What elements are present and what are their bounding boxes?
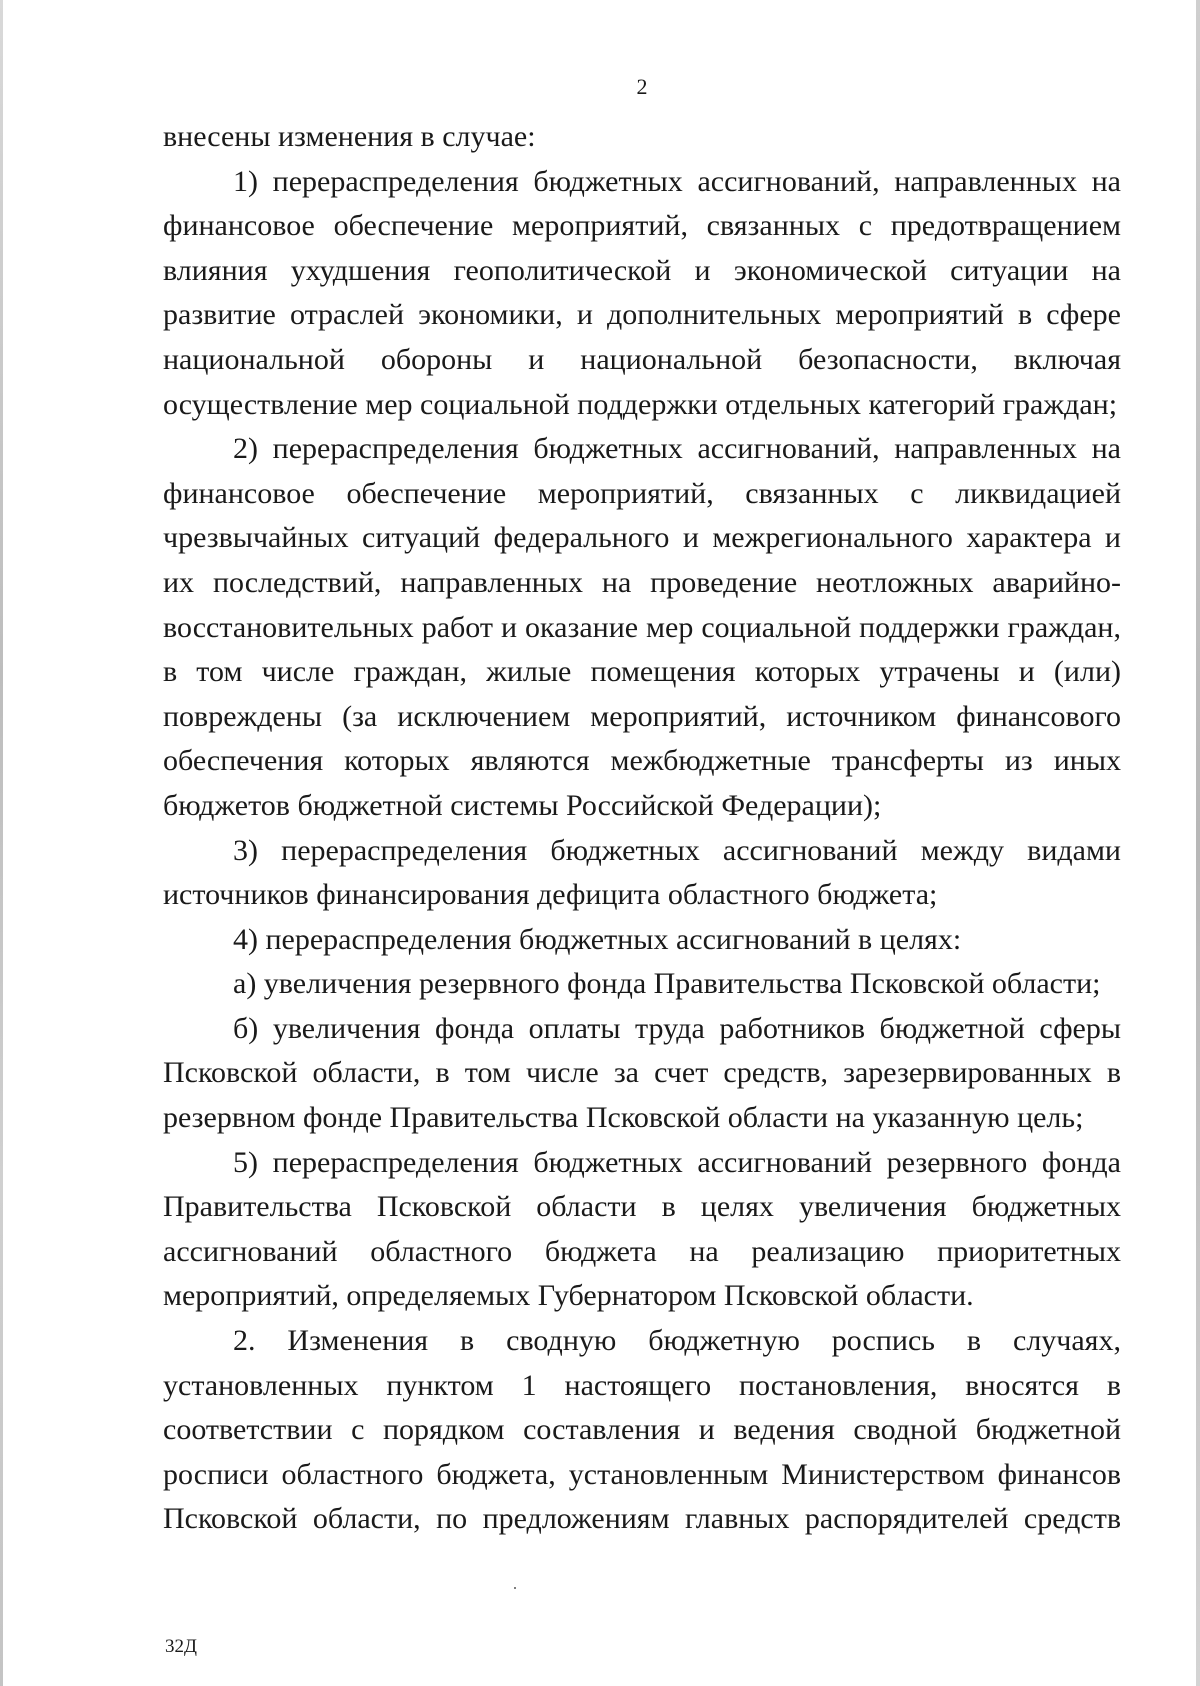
paragraph-item-2: 2) перераспределения бюджетных ассигнований, направленных на финансовое обеспечение мероприятий, связанных с ликвидацией чрезвычайных ситуаций федерального и межрегионального характера и их последствий, направленных на проведение неотложных аварийно-восстановительных работ и оказание мер социальной поддержки граждан, в том числе граждан, жилые помещения которых утрачены и (или) повреждены (за исключением мероприятий, источником финансового обеспечения которых являются межбюджетные трансферты из иных бюджетов бюджетной системы Российской Федерации); [163, 432, 1121, 822]
document-body [163, 115, 1121, 1542]
footer-code: 32Д [165, 1636, 197, 1657]
paragraph-item-5: 5) перераспределения бюджетных ассигнований резервного фонда Правительства Псковской области в целях увеличения бюджетных ассигнований областного бюджета на реализацию приоритетных мероприятий, определяемых Губернатором Псковской области. [163, 1145, 1121, 1313]
paragraph-item-4: 4) перераспределения бюджетных ассигнований в целях: [233, 922, 962, 956]
scan-speck [514, 1587, 516, 1589]
scan-edge-left [0, 0, 3, 1686]
paragraph-intro: внесены изменения в случае: [163, 120, 536, 153]
scan-edge-right [1196, 0, 1200, 1686]
paragraph-item-3: 3) перераспределения бюджетных ассигнований между видами источников финансирования дефицита областного бюджета; [163, 833, 1121, 912]
page-number: 2 [636, 74, 648, 99]
paragraph-section-2: 2. Изменения в сводную бюджетную роспись в случаях, установленных пунктом 1 настоящего постановления, вносятся в соответствии с порядком составления и ведения сводной бюджетной росписи областного бюджета, установленным Министерством финансов Псковской области, по предложениям главных распорядителей средств [163, 1324, 1121, 1536]
paragraph-item-1: 1) перераспределения бюджетных ассигнований, направленных на финансовое обеспечение мероприятий, связанных с предотвращением влияния ухудшения геополитической и экономической ситуации на развитие отраслей экономики, и дополнительных мероприятий в сфере национальной обороны и национальной безопасности, включая осуществление мер социальной поддержки отдельных категорий граждан; [163, 164, 1121, 421]
paragraph-item-4a: а) увеличения резервного фонда Правительства Псковской области; [233, 967, 1101, 1001]
paragraph-item-4b: б) увеличения фонда оплаты труда работников бюджетной сферы Псковской области, в том числе за счет средств, зарезервированных в резервном фонде Правительства Псковской области на указанную цель; [163, 1011, 1121, 1135]
